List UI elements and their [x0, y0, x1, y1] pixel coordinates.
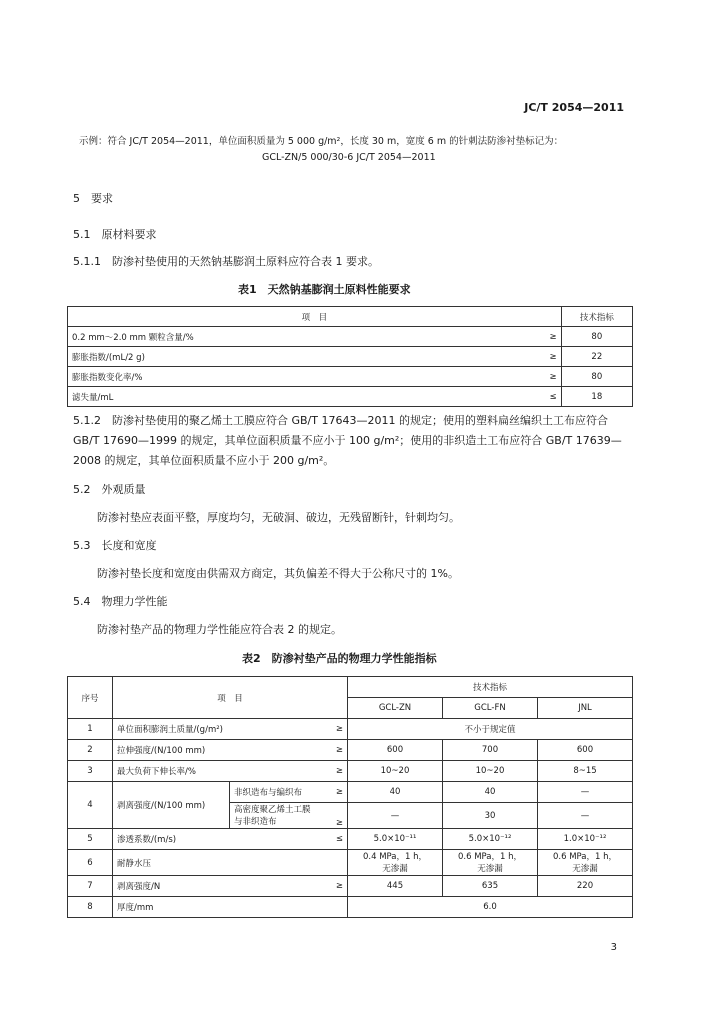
table-cell-value: 40 — [443, 782, 538, 803]
table-cell-value: 5.0×10⁻¹¹ — [348, 829, 443, 850]
table-header-spec: 技术指标 — [348, 677, 633, 698]
table-cell-value: 30 — [443, 803, 538, 829]
subitem-line-1: 高密度聚乙烯土工膜 — [234, 804, 311, 815]
table-header-col: JNL — [538, 698, 633, 719]
table-2 — [67, 676, 633, 918]
value-line-2: 无渗漏 — [477, 863, 503, 874]
table-cell-value: 600 — [538, 740, 633, 761]
table-cell-symbol: ≥ — [533, 347, 562, 367]
table-cell-symbol: ≤ — [533, 387, 562, 407]
table-cell-item: 最大负荷下伸长率/% — [113, 761, 322, 782]
table-cell-value: 80 — [561, 367, 632, 387]
table-cell-no: 4 — [68, 782, 113, 829]
table-cell-no: 6 — [68, 850, 113, 876]
table-header-item: 项 目 — [68, 307, 562, 327]
table-cell-no: 2 — [68, 740, 113, 761]
table-header-no: 序号 — [68, 677, 113, 719]
section-5-2-text: 防渗衬垫应表面平整，厚度均匀，无破洞、破边，无残留断针，针刺均匀。 — [97, 511, 460, 524]
table-cell-item: 0.2 mm～2.0 mm 颗粒含量/% — [68, 327, 533, 347]
table-cell-no: 3 — [68, 761, 113, 782]
table-cell-value: 600 — [348, 740, 443, 761]
value-line-1: 0.4 MPa，1 h， — [362, 851, 427, 862]
table-cell-symbol: ≤ — [321, 829, 348, 850]
table-cell-value — [538, 850, 633, 876]
table-row — [68, 367, 633, 387]
value-line-1: 0.6 MPa，1 h， — [457, 851, 522, 862]
value-line-2: 无渗漏 — [572, 863, 598, 874]
table-cell-subitem: 非织造布与编织布 — [230, 782, 322, 803]
page-number: 3 — [610, 942, 617, 953]
table-row — [68, 740, 633, 761]
table-cell-item: 剥离强度/(N/100 mm) — [113, 782, 230, 829]
table-row — [68, 850, 633, 876]
table-cell-value: — — [538, 782, 633, 803]
table-1-caption: 表1 天然钠基膨润土原料性能要求 — [238, 283, 411, 296]
table-cell-value — [443, 850, 538, 876]
table-cell-value: — — [538, 803, 633, 829]
table-cell-value: 10~20 — [443, 761, 538, 782]
example-line-1: 示例：符合 JC/T 2054—2011，单位面积质量为 5 000 g/m²，长度 30 m，宽度 6 m 的针刺法防渗衬垫标记为： — [79, 136, 564, 147]
table-cell-item: 单位面积膨润土质量/(g/m²) — [113, 719, 322, 740]
section-5-4-heading: 5.4 物理力学性能 — [73, 595, 168, 608]
table-cell-symbol: ≥ — [321, 740, 348, 761]
table-row — [68, 347, 633, 367]
table-cell-item: 剥离强度/N — [113, 876, 322, 897]
table-cell-value: 5.0×10⁻¹² — [443, 829, 538, 850]
table-header-col: GCL-FN — [443, 698, 538, 719]
table-cell-value: 8~15 — [538, 761, 633, 782]
table-cell-merged: 不小于规定值 — [348, 719, 633, 740]
table-cell-item: 厚度/mm — [113, 897, 348, 918]
table-cell-symbol: ≥ — [321, 782, 348, 803]
table-cell-symbol: ≥ — [321, 761, 348, 782]
table-row — [68, 782, 633, 803]
table-cell-no: 5 — [68, 829, 113, 850]
section-5-1-1-text: 5.1.1 防渗衬垫使用的天然钠基膨润土原料应符合表 1 要求。 — [73, 255, 379, 268]
standard-number: JC/T 2054—2011 — [524, 101, 624, 114]
table-cell-value: 10~20 — [348, 761, 443, 782]
value-line-2: 无渗漏 — [382, 863, 408, 874]
table-row — [68, 897, 633, 918]
table-2-caption: 表2 防渗衬垫产品的物理力学性能指标 — [242, 652, 437, 665]
table-cell-value: 22 — [561, 347, 632, 367]
table-cell-value: 80 — [561, 327, 632, 347]
section-5-2-heading: 5.2 外观质量 — [73, 483, 146, 496]
table-cell-value: 635 — [443, 876, 538, 897]
table-cell-item: 膨胀指数/(mL/2 g) — [68, 347, 533, 367]
table-cell-merged: 6.0 — [348, 897, 633, 918]
table-cell-item: 渗透系数/(m/s) — [113, 829, 322, 850]
table-row — [68, 761, 633, 782]
table-cell-value: 700 — [443, 740, 538, 761]
table-cell-no: 1 — [68, 719, 113, 740]
table-cell-no: 8 — [68, 897, 113, 918]
table-cell-symbol: ≥ — [321, 719, 348, 740]
table-cell-item: 滤失量/mL — [68, 387, 533, 407]
table-cell-value: 445 — [348, 876, 443, 897]
table-cell-symbol: ≥ — [533, 367, 562, 387]
table-cell-subitem — [230, 803, 322, 829]
table-cell-item: 拉伸强度/(N/100 mm) — [113, 740, 322, 761]
section-5-1-heading: 5.1 原材料要求 — [73, 228, 157, 241]
table-cell-item: 膨胀指数变化率/% — [68, 367, 533, 387]
table-1 — [67, 306, 633, 407]
table-cell-value: 220 — [538, 876, 633, 897]
table-row — [68, 719, 633, 740]
table-row — [68, 387, 633, 407]
table-row — [68, 829, 633, 850]
table-header-col: GCL-ZN — [348, 698, 443, 719]
section-5-3-heading: 5.3 长度和宽度 — [73, 539, 157, 552]
table-cell-no: 7 — [68, 876, 113, 897]
table-cell-value — [348, 850, 443, 876]
subitem-line-2: 与非织造布 — [234, 816, 277, 827]
table-cell-value: 1.0×10⁻¹² — [538, 829, 633, 850]
table-header-row — [68, 307, 633, 327]
table-row — [68, 327, 633, 347]
table-cell-value: 18 — [561, 387, 632, 407]
table-row — [68, 876, 633, 897]
section-5-heading: 5 要求 — [73, 192, 113, 205]
section-5-3-text: 防渗衬垫长度和宽度由供需双方商定，其负偏差不得大于公称尺寸的 1%。 — [97, 567, 459, 580]
value-line-1: 0.6 MPa，1 h， — [552, 851, 617, 862]
table-header-spec: 技术指标 — [561, 307, 632, 327]
table-cell-symbol: ≥ — [533, 327, 562, 347]
table-cell-value: 40 — [348, 782, 443, 803]
section-5-1-2-text: 5.1.2 防渗衬垫使用的聚乙烯土工膜应符合 GB/T 17643—2011 的规定；使用的塑料扁丝编织土工布应符合 GB/T 17690—1999 的规定，其单位面积质量不应小于 100 g/m²；使用的非织造土工布应符合 GB/T 17639—2008 的规定，其单位面积质量不应小于 200 g/m²。 — [73, 414, 622, 467]
section-5-4-text: 防渗衬垫产品的物理力学性能应符合表 2 的规定。 — [97, 623, 342, 636]
table-cell-symbol: ≥ — [321, 876, 348, 897]
example-line-2: GCL-ZN/5 000/30-6 JC/T 2054—2011 — [262, 152, 436, 163]
table-cell-symbol: ≥ — [321, 803, 348, 829]
table-header-item: 项 目 — [113, 677, 348, 719]
table-cell-value: — — [348, 803, 443, 829]
table-header-row — [68, 677, 633, 698]
table-cell-item: 耐静水压 — [113, 850, 348, 876]
